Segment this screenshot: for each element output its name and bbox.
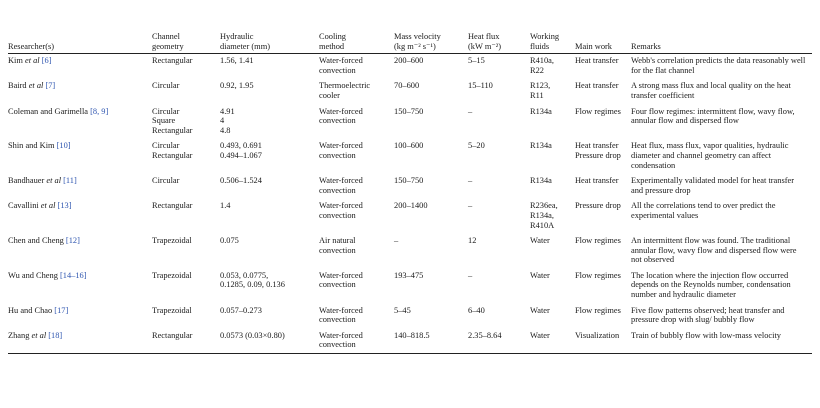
- column-header-line: Mass velocity: [394, 32, 441, 41]
- researcher-name: Baird: [8, 81, 27, 91]
- cell-working-fluids: [530, 139, 575, 174]
- cell-working-fluids: [530, 174, 575, 199]
- cell-line: 193–475: [394, 270, 424, 280]
- cell-line: 150–750: [394, 106, 424, 116]
- cell-line: 0.0573 (0.03×0.80): [220, 330, 285, 340]
- cell-line: Circular: [152, 106, 180, 116]
- researcher-name: Kim: [8, 56, 23, 66]
- cell-researcher: [8, 139, 152, 174]
- cell-mass-velocity: [394, 269, 468, 304]
- cell-mass-velocity: [394, 174, 468, 199]
- cell-line: R410a,: [530, 56, 554, 66]
- cell-line: –: [468, 106, 473, 116]
- cell-line: 4.8: [220, 125, 231, 135]
- cell-line: Flow regimes: [575, 305, 621, 315]
- researcher-name: Wu and Cheng: [8, 270, 58, 280]
- cell-main-work: [575, 329, 631, 354]
- reference-link[interactable]: [17]: [54, 305, 69, 315]
- cell-line: convection: [319, 150, 356, 160]
- cell-working-fluids: [530, 329, 575, 354]
- cell-line: 0.493, 0.691: [220, 141, 262, 151]
- cell-line: Water-forced: [319, 141, 363, 151]
- cell-line: convection: [319, 340, 356, 350]
- table-row: [8, 105, 812, 140]
- cell-heat-flux: [468, 304, 530, 329]
- column-header-line: Hydraulic: [220, 32, 254, 41]
- cell-line: 0.075: [220, 236, 239, 246]
- column-header-researcher: [8, 6, 152, 54]
- cell-line: Water-forced: [319, 56, 363, 66]
- cell-mass-velocity: [394, 54, 468, 80]
- researcher-name: Bandhauer: [8, 176, 45, 186]
- cell-line: Circular: [152, 81, 180, 91]
- cell-line: Water-forced: [319, 270, 363, 280]
- column-header-line: (kg m⁻² s⁻¹): [394, 41, 436, 51]
- cell-remarks: An intermittent flow was found. The traditional annular flow, wavy flow and dispersed flow were not observed: [631, 236, 797, 265]
- table-row: [8, 174, 812, 199]
- cell-channel-geometry: [152, 174, 220, 199]
- cell-line: convection: [319, 315, 356, 325]
- cell-heat-flux: [468, 329, 530, 354]
- cell-line: Square: [152, 116, 176, 126]
- table-header-row: [8, 6, 812, 54]
- cell-line: Heat transfer: [575, 56, 619, 66]
- researcher-name: Hu and Chao: [8, 305, 53, 315]
- reference-link[interactable]: [8, 9]: [90, 106, 109, 116]
- cell-hydraulic-diameter: [220, 199, 319, 234]
- cell-channel-geometry: [152, 304, 220, 329]
- comparison-table-region: [8, 6, 812, 398]
- cell-line: convection: [319, 245, 356, 255]
- cell-line: convection: [319, 116, 356, 126]
- cell-line: Flow regimes: [575, 236, 621, 246]
- cell-line: 5–20: [468, 141, 485, 151]
- cell-line: 150–750: [394, 176, 424, 186]
- cell-mass-velocity: [394, 304, 468, 329]
- cell-channel-geometry: [152, 139, 220, 174]
- cell-working-fluids: [530, 199, 575, 234]
- cell-main-work: [575, 54, 631, 80]
- researcher-name: Chen and Cheng: [8, 236, 64, 246]
- cell-remarks: Experimentally validated model for heat transfer and pressure drop: [631, 176, 795, 195]
- cell-working-fluids: [530, 54, 575, 80]
- cell-line: R236ea,: [530, 201, 558, 211]
- researcher-name: Cavallini: [8, 201, 39, 211]
- cell-cooling-method: [319, 304, 394, 329]
- cell-line: Visualization: [575, 330, 620, 340]
- column-header-mass-velocity: [394, 6, 468, 54]
- cell-line: 0.92, 1.95: [220, 81, 254, 91]
- cell-hydraulic-diameter: [220, 79, 319, 104]
- cell-cooling-method: [319, 329, 394, 354]
- cell-mass-velocity: [394, 234, 468, 269]
- cell-line: 1.4: [220, 201, 231, 211]
- cell-line: R123,: [530, 81, 551, 91]
- cell-line: R11: [530, 90, 544, 100]
- cell-line: 0.053, 0.0775,: [220, 270, 269, 280]
- cell-remarks: A strong mass flux and local quality on the heat transfer coefficient: [631, 81, 791, 100]
- cell-mass-velocity: [394, 139, 468, 174]
- cell-line: R134a: [530, 141, 552, 151]
- cell-line: 5–45: [394, 305, 411, 315]
- cell-line: 1.56, 1.41: [220, 56, 254, 66]
- column-header-line: Cooling: [319, 32, 346, 41]
- cell-hydraulic-diameter: [220, 54, 319, 80]
- cell-working-fluids: [530, 269, 575, 304]
- cell-line: Flow regimes: [575, 106, 621, 116]
- literature-comparison-table: [8, 6, 812, 354]
- cell-researcher: [8, 234, 152, 269]
- column-header-line: Main work: [575, 41, 612, 51]
- cell-hydraulic-diameter: [220, 269, 319, 304]
- researcher-name: Shin and Kim: [8, 141, 55, 151]
- cell-line: Rectangular: [152, 125, 193, 135]
- cell-researcher: [8, 54, 152, 80]
- cell-line: 0.057–0.273: [220, 305, 262, 315]
- cell-line: Water-forced: [319, 201, 363, 211]
- cell-hydraulic-diameter: [220, 329, 319, 354]
- cell-line: Water: [530, 236, 550, 246]
- table-row: [8, 329, 812, 354]
- cell-line: 5–15: [468, 56, 485, 66]
- cell-line: Water: [530, 305, 550, 315]
- cell-line: 100–600: [394, 141, 424, 151]
- reference-link[interactable]: [11]: [63, 176, 77, 186]
- table-row: [8, 199, 812, 234]
- cell-heat-flux: [468, 79, 530, 104]
- cell-line: R410A: [530, 220, 555, 230]
- cell-line: 0.494–1.067: [220, 150, 262, 160]
- et-al-text: et al: [29, 330, 47, 340]
- cell-line: R134a: [530, 106, 552, 116]
- column-header-main-work: [575, 6, 631, 54]
- cell-mass-velocity: [394, 199, 468, 234]
- cell-working-fluids: [530, 79, 575, 104]
- column-header-line: fluids: [530, 41, 550, 51]
- cell-line: Rectangular: [152, 56, 193, 66]
- cell-remarks: The location where the injection flow occurred depends on the Reynolds number, condensation number and hydraulic diameter: [631, 270, 791, 300]
- cell-main-work: [575, 304, 631, 329]
- cell-hydraulic-diameter: [220, 234, 319, 269]
- cell-researcher: [8, 79, 152, 104]
- table-row: [8, 269, 812, 304]
- cell-working-fluids: [530, 234, 575, 269]
- cell-cooling-method: [319, 79, 394, 104]
- column-header-channel-geometry: [152, 6, 220, 54]
- cell-cooling-method: [319, 139, 394, 174]
- column-header-remarks: [631, 6, 812, 54]
- cell-main-work: [575, 174, 631, 199]
- et-al-text: et al: [22, 56, 40, 66]
- cell-line: Rectangular: [152, 330, 193, 340]
- et-al-text: et al: [44, 176, 62, 186]
- cell-mass-velocity: [394, 105, 468, 140]
- cell-line: –: [394, 236, 399, 246]
- reference-link[interactable]: [14–16]: [60, 270, 87, 280]
- cell-channel-geometry: [152, 105, 220, 140]
- cell-line: 200–1400: [394, 201, 428, 211]
- cell-channel-geometry: [152, 79, 220, 104]
- cell-line: Trapezoidal: [152, 236, 192, 246]
- column-header-line: Heat flux: [468, 32, 500, 41]
- cell-cooling-method: [319, 174, 394, 199]
- cell-researcher: [8, 269, 152, 304]
- cell-line: Pressure drop: [575, 150, 621, 160]
- cell-researcher: [8, 304, 152, 329]
- cell-line: Circular: [152, 141, 180, 151]
- cell-channel-geometry: [152, 54, 220, 80]
- cell-line: convection: [319, 280, 356, 290]
- cell-line: convection: [319, 185, 356, 195]
- cell-line: Trapezoidal: [152, 305, 192, 315]
- column-header-line: Researcher(s): [8, 41, 55, 51]
- cell-line: 0.506–1.524: [220, 176, 262, 186]
- cell-hydraulic-diameter: [220, 304, 319, 329]
- cell-line: Water: [530, 330, 550, 340]
- cell-line: Trapezoidal: [152, 270, 192, 280]
- reference-link[interactable]: [18]: [48, 330, 63, 340]
- cell-heat-flux: [468, 234, 530, 269]
- cell-heat-flux: [468, 139, 530, 174]
- cell-line: Heat transfer: [575, 141, 619, 151]
- cell-line: –: [468, 201, 473, 211]
- table-row: [8, 79, 812, 104]
- reference-link[interactable]: [13]: [57, 201, 72, 211]
- cell-main-work: [575, 79, 631, 104]
- cell-line: Flow regimes: [575, 270, 621, 280]
- cell-heat-flux: [468, 174, 530, 199]
- column-header-line: Remarks: [631, 41, 661, 51]
- cell-heat-flux: [468, 199, 530, 234]
- column-header-heat-flux: [468, 6, 530, 54]
- cell-mass-velocity: [394, 329, 468, 354]
- cell-heat-flux: [468, 105, 530, 140]
- reference-link[interactable]: [6]: [41, 56, 52, 66]
- cell-cooling-method: [319, 54, 394, 80]
- cell-line: Circular: [152, 176, 180, 186]
- cell-line: Heat transfer: [575, 81, 619, 91]
- cell-line: R22: [530, 65, 544, 75]
- researcher-name: Coleman and Garimella: [8, 106, 89, 116]
- column-header-line: Channel: [152, 32, 180, 41]
- cell-line: 15–110: [468, 81, 493, 91]
- cell-line: Water-forced: [319, 330, 363, 340]
- cell-channel-geometry: [152, 269, 220, 304]
- cell-remarks: Five flow patterns observed; heat transfer and pressure drop with slug/ bubbly flow: [631, 305, 785, 325]
- cell-line: 4: [220, 116, 225, 126]
- cell-cooling-method: [319, 269, 394, 304]
- cell-main-work: [575, 105, 631, 140]
- cell-main-work: [575, 199, 631, 234]
- cell-line: Water-forced: [319, 106, 363, 116]
- column-header-working-fluids: [530, 6, 575, 54]
- reference-link[interactable]: [12]: [65, 236, 80, 246]
- cell-remarks: Heat flux, mass flux, vapor qualities, hydraulic diameter and channel geometry can affect condensation: [631, 141, 789, 170]
- cell-line: Water-forced: [319, 305, 363, 315]
- cell-main-work: [575, 234, 631, 269]
- cell-line: Heat transfer: [575, 176, 619, 186]
- cell-researcher: [8, 329, 152, 354]
- column-header-line: diameter (mm): [220, 41, 270, 51]
- cell-line: –: [468, 270, 473, 280]
- cell-line: Water-forced: [319, 176, 363, 186]
- cell-line: 4.91: [220, 106, 235, 116]
- cell-remarks: Four flow regimes: intermittent flow, wavy flow, annular flow and dispersed flow: [631, 106, 795, 126]
- cell-channel-geometry: [152, 234, 220, 269]
- cell-line: 140–818.5: [394, 330, 430, 340]
- table-row: [8, 304, 812, 329]
- cell-main-work: [575, 139, 631, 174]
- cell-hydraulic-diameter: [220, 105, 319, 140]
- cell-remarks: Webb's correlation predicts the data reasonably well for the flat channel: [631, 56, 806, 75]
- column-header-line: (kW m⁻²): [468, 41, 502, 51]
- cell-researcher: [8, 199, 152, 234]
- et-al-text: et al: [26, 81, 44, 91]
- cell-channel-geometry: [152, 199, 220, 234]
- cell-line: –: [468, 176, 473, 186]
- cell-line: R134a,: [530, 210, 554, 220]
- column-header-line: Working: [530, 32, 560, 41]
- cell-working-fluids: [530, 304, 575, 329]
- table-row: [8, 139, 812, 174]
- cell-mass-velocity: [394, 79, 468, 104]
- reference-link[interactable]: [10]: [56, 141, 71, 151]
- cell-line: Pressure drop: [575, 201, 621, 211]
- et-al-text: et al: [38, 201, 56, 211]
- column-header-line: method: [319, 41, 345, 51]
- cell-line: R134a: [530, 176, 552, 186]
- cell-line: 2.35–8.64: [468, 330, 502, 340]
- cell-cooling-method: [319, 199, 394, 234]
- cell-line: Air natural: [319, 236, 356, 246]
- cell-cooling-method: [319, 105, 394, 140]
- cell-hydraulic-diameter: [220, 139, 319, 174]
- cell-line: Water: [530, 270, 550, 280]
- cell-line: 6–40: [468, 305, 485, 315]
- cell-hydraulic-diameter: [220, 174, 319, 199]
- cell-line: 70–600: [394, 81, 420, 91]
- cell-line: Thermoelectric: [319, 81, 371, 91]
- cell-line: Rectangular: [152, 150, 193, 160]
- table-body: [8, 54, 812, 354]
- column-header-hydraulic-diameter: [220, 6, 319, 54]
- cell-remarks: Train of bubbly flow with low-mass velocity: [631, 329, 812, 354]
- cell-cooling-method: [319, 234, 394, 269]
- cell-heat-flux: [468, 269, 530, 304]
- cell-line: 200–600: [394, 56, 424, 66]
- cell-line: cooler: [319, 90, 340, 100]
- cell-remarks: All the correlations tend to over predict the experimental values: [631, 201, 776, 220]
- cell-channel-geometry: [152, 329, 220, 354]
- cell-heat-flux: [468, 54, 530, 80]
- column-header-line: geometry: [152, 41, 184, 51]
- researcher-name: Zhang: [8, 330, 30, 340]
- cell-line: convection: [319, 210, 356, 220]
- column-header-cooling-method: [319, 6, 394, 54]
- cell-line: 0.1285, 0.09, 0.136: [220, 280, 285, 290]
- cell-working-fluids: [530, 105, 575, 140]
- cell-line: 12: [468, 236, 477, 246]
- cell-researcher: [8, 105, 152, 140]
- cell-researcher: [8, 174, 152, 199]
- reference-link[interactable]: [7]: [45, 81, 56, 91]
- table-row: [8, 234, 812, 269]
- cell-line: Rectangular: [152, 201, 193, 211]
- table-row: [8, 54, 812, 80]
- cell-line: convection: [319, 65, 356, 75]
- cell-main-work: [575, 269, 631, 304]
